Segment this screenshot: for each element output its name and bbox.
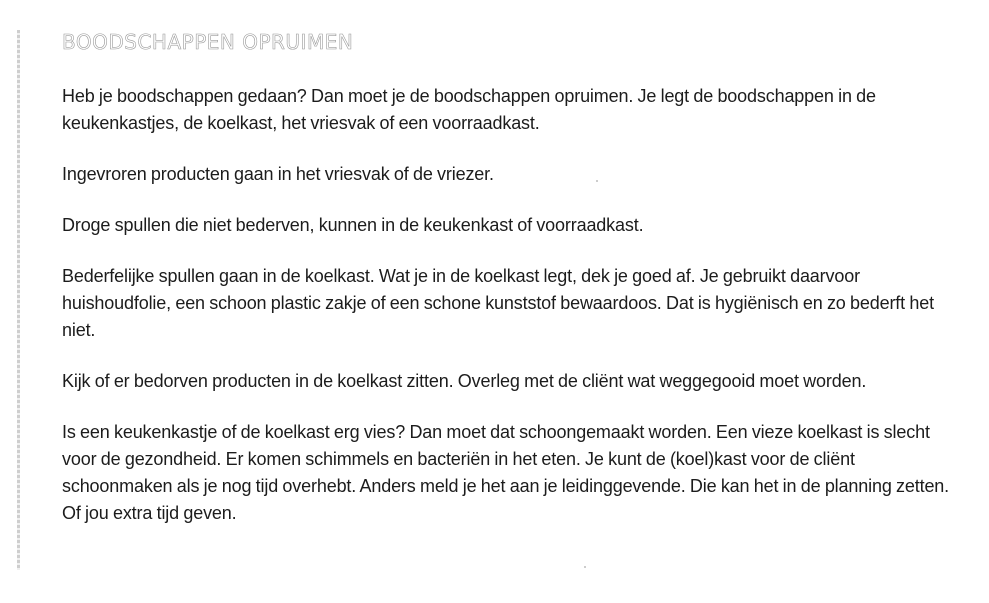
page-edge-shadow: [17, 30, 20, 570]
section-heading: BOODSCHAPPEN OPRUIMEN: [62, 30, 354, 54]
paragraph: Ingevroren producten gaan in het vriesvak of de vriezer.: [62, 164, 494, 184]
paragraph: Kijk of er bedorven producten in de koelkast zitten. Overleg met de cliënt wat weggegooid moet worden.: [62, 371, 867, 391]
scan-speck: [584, 566, 586, 568]
scan-speck: [596, 180, 598, 182]
paragraph: Droge spullen die niet bederven, kunnen in de keukenkast of voorraadkast.: [62, 215, 644, 235]
paragraph: Heb je boodschappen gedaan? Dan moet je de boodschappen opruimen. Je legt de boodschappen in de keukenkastjes, de koelkast, het vriesvak of een voorraadkast.: [62, 86, 876, 133]
paragraph: Bederfelijke spullen gaan in de koelkast. Wat je in de koelkast legt, dek je goed af. Je gebruikt daarvoor huishoudfolie, een schoon plastic zakje of een schone kunststof bewaardoos. Dat is hygiënisch en zo bederft het niet.: [62, 266, 934, 340]
body-text: [62, 83, 967, 551]
paragraph: Is een keukenkastje of de koelkast erg vies? Dan moet dat schoongemaakt worden. Een vieze koelkast is slecht voor de gezondheid. Er komen schimmels en bacteriën in het eten. Je kunt de (koel)kast voor de cliënt schoonmaken als je nog tijd overhebt. Anders meld je het aan je leidinggevende. Die kan het in de planning zetten. Of jou extra tijd geven.: [62, 422, 950, 523]
